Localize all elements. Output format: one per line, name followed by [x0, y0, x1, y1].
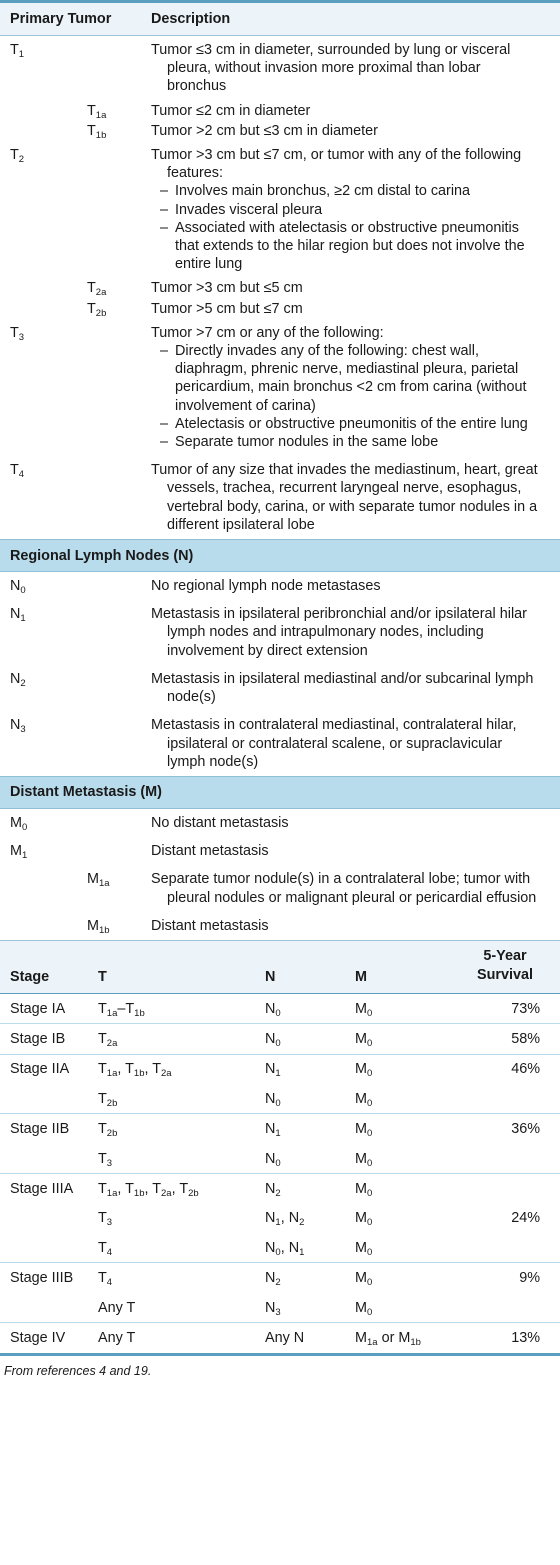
tumor-bullet-text: Invades visceral pleura — [175, 201, 323, 218]
tumor-description — [151, 461, 541, 534]
stage-cell-stage: Stage IIIB — [10, 1270, 74, 1287]
tumor-row — [0, 121, 560, 141]
stage-row — [0, 1322, 560, 1352]
node-symbol-subscript: 0 — [20, 585, 26, 597]
stage-row — [0, 1084, 560, 1113]
tumor-description — [151, 300, 541, 318]
stage-cell-survival: 9% — [519, 1270, 540, 1287]
tumor-description — [151, 146, 541, 273]
header-survival-text: 5-Year Survival — [477, 947, 533, 983]
stage-cell-m: $M_{1a}$ or $M_{1b}$ — [355, 1329, 421, 1348]
dash-glyph: – — [159, 219, 168, 236]
stage-row — [0, 1054, 560, 1084]
tumor-row — [0, 319, 560, 456]
node-symbol: $N_3$ — [10, 717, 26, 736]
stage-cell-m: $M_0$ — [355, 1061, 373, 1080]
stage-row — [0, 1262, 560, 1292]
metastasis-description-text: Distant metastasis — [151, 917, 269, 934]
node-description-text: No regional lymph node metastases — [151, 578, 381, 595]
node-description-text: Metastasis in contralateral mediastinal, contralateral hilar, ipsilateral or contralateral scalene, or supraclavicular lymph node(s) — [151, 717, 517, 770]
tumor-symbol: $T_4$ — [10, 462, 25, 481]
header-description: Description — [151, 11, 231, 27]
tumor-bullet — [151, 433, 541, 451]
stage-cell-n: $N_0$ — [265, 1150, 281, 1169]
dash-glyph: – — [159, 434, 168, 451]
stage-cell-n: $N_0$, $N_1$ — [265, 1239, 305, 1258]
stage-cell-stage: Stage IIB — [10, 1121, 70, 1138]
node-symbol-subscript: 1 — [20, 613, 26, 625]
node-symbol: $N_1$ — [10, 606, 26, 625]
header-m: M — [355, 968, 367, 985]
section-title-nodes: Regional Lymph Nodes (N) — [0, 539, 560, 572]
tumor-bullet — [151, 201, 541, 219]
stage-cell-n: $N_1$ — [265, 1061, 281, 1080]
tumor-description-text: Tumor of any size that invades the mediastinum, heart, great vessels, trachea, recurrent laryngeal nerve, esophagus, vertebral body, carina, or with separate tumor nodules in a different ipsilateral lobe — [151, 462, 538, 533]
stage-cell-n: Any N — [265, 1329, 305, 1346]
tumor-symbol-subscript: 2 — [18, 154, 25, 166]
metastasis-description-text: Separate tumor nodule(s) in a contralateral lobe; tumor with pleural nodules or malignant pleural or pericardial effusion — [151, 871, 537, 906]
metastasis-symbol-subscript: 1a — [99, 878, 110, 890]
metastasis-row — [0, 837, 560, 865]
stage-cell-m: $M_0$ — [355, 1121, 373, 1140]
node-row — [0, 665, 560, 711]
tumor-row — [0, 36, 560, 101]
stage-cell-survival: 24% — [511, 1210, 540, 1227]
tumor-symbol: $T_{1a}$ — [87, 102, 107, 121]
stage-cell-t: $T_{1a}$, $T_{1b}$, $T_{2a}$, $T_{2b}$ — [98, 1180, 199, 1199]
stage-cell-stage: Stage IB — [10, 1031, 66, 1047]
tumor-symbol-subscript: 4 — [18, 469, 25, 481]
stage-cell-n: $N_2$ — [265, 1180, 281, 1199]
stage-cell-survival: 73% — [511, 1000, 540, 1017]
tumor-symbol-subscript: 3 — [18, 331, 25, 343]
node-description-text: Metastasis in ipsilateral peribronchial and/or ipsilateral hilar lymph nodes and intrapulmonary nodes, including involvement by direct extension — [151, 606, 527, 659]
dash-glyph: – — [159, 201, 168, 218]
stage-cell-t: $T_{2b}$ — [98, 1121, 118, 1140]
stage-row — [0, 1233, 560, 1262]
metastasis-symbol: $M_{1b}$ — [87, 917, 110, 936]
tumor-row — [0, 141, 560, 278]
tumor-bullet-text: Separate tumor nodules in the same lobe — [175, 434, 439, 451]
stage-cell-n: $N_0$ — [265, 1090, 281, 1109]
stage-cell-t: $T_3$ — [98, 1210, 113, 1229]
tumor-description-text: Tumor >7 cm or any of the following: — [151, 324, 384, 341]
node-description — [151, 577, 541, 595]
dash-glyph: – — [159, 343, 168, 360]
tumor-description-text: Tumor ≤3 cm in diameter, surrounded by lung or visceral pleura, without invasion more proximal than lobar bronchus — [151, 42, 511, 95]
tumor-bullet-text: Atelectasis or obstructive pneumonitis of the entire lung — [175, 415, 528, 432]
metastasis-description — [151, 917, 541, 935]
stage-cell-m: $M_0$ — [355, 1031, 373, 1049]
stage-cell-t: $T_{1a}-T_{1b}$ — [98, 1000, 145, 1019]
stage-cell-n: $N_3$ — [265, 1299, 281, 1318]
stage-table-header — [0, 940, 560, 994]
header-n: N — [265, 968, 276, 985]
stage-cell-t: $T_{2a}$ — [98, 1031, 118, 1049]
stage-row — [0, 1173, 560, 1203]
header-survival — [455, 947, 540, 985]
tumor-symbol-subscript: 1a — [95, 109, 107, 121]
tumor-description — [151, 41, 541, 96]
node-row — [0, 711, 560, 776]
tumor-symbol: $T_{2b}$ — [87, 300, 107, 319]
node-description — [151, 670, 541, 706]
stage-row — [0, 1113, 560, 1143]
stage-row — [0, 994, 560, 1023]
stage-cell-survival: 58% — [511, 1031, 540, 1047]
tumor-bullet — [151, 219, 541, 274]
metastasis-description — [151, 842, 541, 860]
metastasis-symbol-subscript: 0 — [22, 821, 28, 833]
header-primary-tumor: Primary Tumor — [10, 11, 112, 27]
node-description — [151, 605, 541, 660]
tumor-bullet-text: Associated with atelectasis or obstructive pneumonitis that extends to the hilar region but does not involve the entire lung — [175, 219, 525, 273]
stage-cell-n: $N_1$ — [265, 1121, 281, 1140]
tumor-bullet-text: Involves main bronchus, ≥2 cm distal to carina — [175, 183, 471, 200]
stage-cell-stage: Stage IIA — [10, 1061, 70, 1078]
tumor-symbol: $T_{1b}$ — [87, 122, 107, 141]
metastasis-symbol: $M_0$ — [10, 814, 28, 833]
stage-cell-t: $T_4$ — [98, 1239, 113, 1258]
tumor-symbol: $T_{2a}$ — [87, 280, 107, 299]
metastasis-rows — [0, 809, 560, 940]
stage-cell-stage: Stage IA — [10, 1000, 66, 1017]
metastasis-description — [151, 814, 541, 832]
stage-cell-t: $T_{2b}$ — [98, 1090, 118, 1109]
tumor-symbol-subscript: 2b — [95, 307, 107, 319]
tumor-description-text: Tumor >2 cm but ≤3 cm in diameter — [151, 122, 378, 139]
stage-cell-m: $M_0$ — [355, 1150, 373, 1169]
tumor-bullet-text: Directly invades any of the following: chest wall, diaphragm, phrenic nerve, mediastinal pleura, parietal pericardium, main bronchus <2 cm from carina (without involvement of carina) — [175, 343, 527, 414]
tumor-row — [0, 299, 560, 319]
metastasis-symbol: $M_{1a}$ — [87, 871, 110, 890]
metastasis-symbol: $M_1$ — [10, 843, 28, 862]
dash-glyph: – — [159, 415, 168, 432]
tumor-symbol-subscript: 2a — [95, 287, 107, 299]
stage-cell-m: $M_0$ — [355, 1090, 373, 1109]
table-header — [0, 3, 560, 36]
metastasis-description-text: Distant metastasis — [151, 843, 269, 860]
stage-cell-t: Any T — [98, 1299, 136, 1316]
tumor-description — [151, 324, 541, 451]
tumor-symbol: $T_2$ — [10, 147, 25, 166]
stage-row — [0, 1293, 560, 1322]
tumor-symbol: $T_3$ — [10, 324, 25, 343]
node-description-text: Metastasis in ipsilateral mediastinal and/or subcarinal lymph node(s) — [151, 670, 534, 706]
stage-cell-m: $M_0$ — [355, 1299, 373, 1318]
stage-cell-n: $N_2$ — [265, 1270, 281, 1289]
metastasis-row — [0, 912, 560, 940]
tumor-bullet — [151, 182, 541, 200]
tumor-symbol: $T_1$ — [10, 42, 25, 60]
metastasis-row — [0, 809, 560, 837]
node-symbol: $N_0$ — [10, 578, 26, 597]
stage-cell-survival: 46% — [511, 1061, 540, 1078]
tumor-row — [0, 456, 560, 539]
stage-cell-t: Any T — [98, 1329, 136, 1346]
metastasis-symbol-subscript: 1b — [99, 924, 110, 936]
node-symbol: $N_2$ — [10, 670, 26, 689]
tumor-description-text: Tumor >3 cm but ≤5 cm — [151, 280, 303, 297]
tumor-symbol-subscript: 1 — [18, 49, 25, 60]
tumor-bullet — [151, 342, 541, 415]
node-rows — [0, 572, 560, 776]
tumor-description-text: Tumor ≤2 cm in diameter — [151, 102, 311, 119]
tumor-description — [151, 279, 541, 297]
stage-cell-t: $T_4$ — [98, 1270, 113, 1289]
tumor-bullet — [151, 415, 541, 433]
node-symbol-subscript: 3 — [20, 724, 26, 736]
stage-cell-m: $M_0$ — [355, 1210, 373, 1229]
tumor-rows — [0, 36, 560, 539]
node-description — [151, 716, 541, 771]
header-t: T — [98, 968, 107, 985]
stage-cell-m: $M_0$ — [355, 1239, 373, 1258]
node-symbol-subscript: 2 — [20, 677, 26, 689]
tumor-row — [0, 278, 560, 298]
node-row — [0, 600, 560, 665]
stage-cell-m: $M_0$ — [355, 1000, 373, 1019]
stage-cell-m: $M_0$ — [355, 1180, 373, 1199]
node-row — [0, 572, 560, 600]
metastasis-description — [151, 870, 541, 906]
stage-cell-n: $N_0$ — [265, 1031, 281, 1049]
tumor-description-text: Tumor >3 cm but ≤7 cm, or tumor with any of the following features: — [151, 147, 522, 182]
stage-cell-stage: Stage IV — [10, 1329, 66, 1346]
stage-row — [0, 1144, 560, 1173]
stage-cell-t: $T_{1a}$, $T_{1b}$, $T_{2a}$ — [98, 1061, 172, 1080]
stage-rows — [0, 994, 560, 1353]
stage-cell-n: $N_1$, $N_2$ — [265, 1210, 305, 1229]
section-title-metastasis: Distant Metastasis (M) — [0, 776, 560, 809]
stage-row — [0, 1023, 560, 1053]
tumor-row — [0, 101, 560, 121]
stage-cell-t: $T_3$ — [98, 1150, 113, 1169]
footnote: From references 4 and 19. — [0, 1353, 560, 1378]
stage-row — [0, 1204, 560, 1233]
metastasis-row — [0, 865, 560, 911]
metastasis-symbol-subscript: 1 — [22, 850, 28, 862]
stage-cell-n: $N_0$ — [265, 1000, 281, 1019]
tumor-description-text: Tumor >5 cm but ≤7 cm — [151, 300, 303, 317]
header-stage: Stage — [10, 968, 50, 985]
tumor-symbol-subscript: 1b — [95, 129, 107, 141]
stage-cell-stage: Stage IIIA — [10, 1180, 74, 1197]
tumor-description — [151, 122, 541, 140]
dash-glyph: – — [159, 183, 168, 200]
stage-cell-survival: 13% — [511, 1329, 540, 1346]
stage-cell-m: $M_0$ — [355, 1270, 373, 1289]
metastasis-description-text: No distant metastasis — [151, 814, 289, 831]
stage-cell-survival: 36% — [511, 1121, 540, 1138]
tumor-description — [151, 102, 541, 120]
